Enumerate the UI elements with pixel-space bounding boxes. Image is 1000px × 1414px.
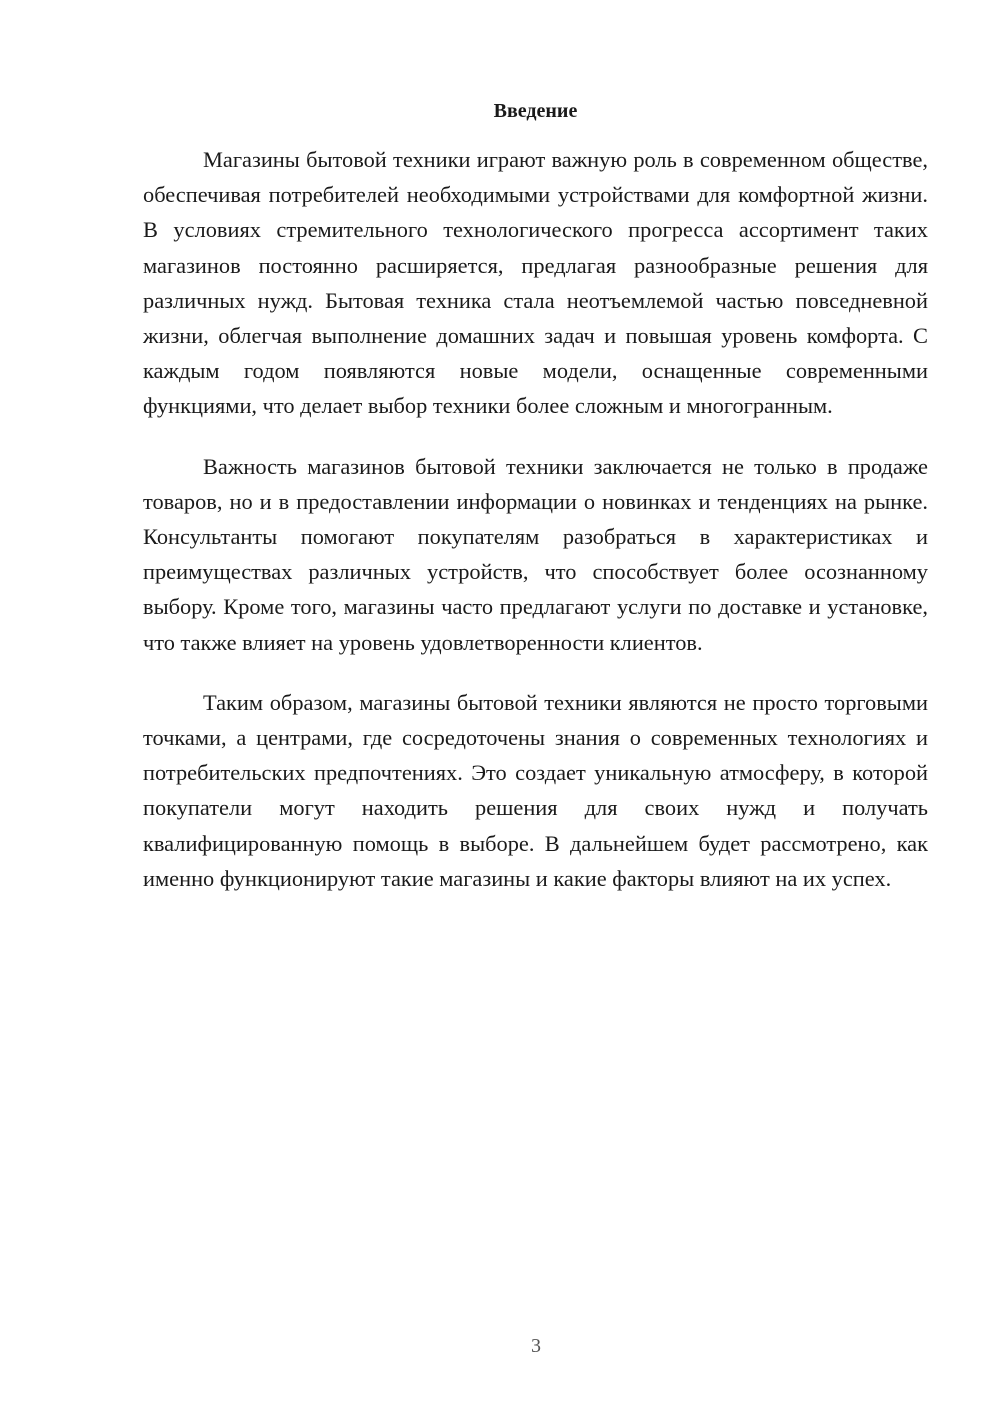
body-text: [143, 142, 928, 921]
paragraph-3: Таким образом, магазины бытовой техники являются не просто торговыми точками, а центрами, где сосредоточены знания о современных технологиях и потребительских предпочтениях. Это создает уникальную атмосферу, в которой покупатели могут находить решения для своих нужд и получать квалифицированную помощь в выборе. В дальнейшем будет рассмотрено, как именно функционируют такие магазины и какие факторы влияют на их успех.: [143, 689, 928, 891]
page-title: Введение: [493, 100, 578, 122]
paragraph-2: Важность магазинов бытовой техники заключается не только в продаже товаров, но и в предоставлении информации о новинках и тенденциях на рынке. Консультанты помогают покупателям разобраться в характеристиках и преимуществах различных устройств, что способствует более осознанному выбору. Кроме того, магазины часто предлагают услуги по доставке и установке, что также влияет на уровень удовлетворенности клиентов.: [143, 453, 928, 655]
paragraph-1: Магазины бытовой техники играют важную роль в современном обществе, обеспечивая потребителей необходимыми устройствами для комфортной жизни. В условиях стремительного технологического прогресса ассортимент таких магазинов постоянно расширяется, предлагая разнообразные решения для различных нужд. Бытовая техника стала неотъемлемой частью повседневной жизни, облегчая выполнение домашних задач и повышая уровень комфорта. С каждым годом появляются новые модели, оснащенные современными функциями, что делает выбор техники более сложным и многогранным.: [143, 147, 928, 419]
page-number: 3: [531, 1335, 541, 1357]
